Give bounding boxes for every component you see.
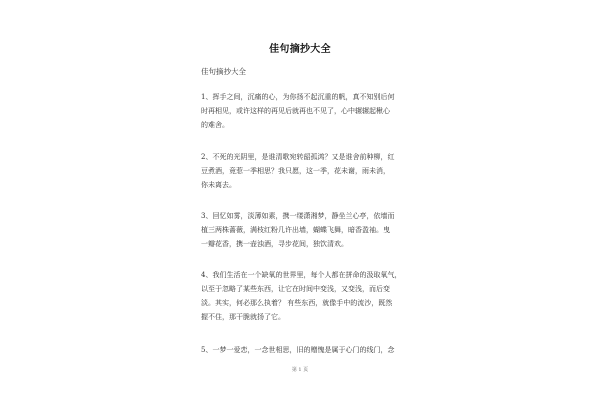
paragraph-line: 淡。其实，何必那么执着？ 有些东西，就像手中的流沙，既然 xyxy=(201,299,393,307)
paragraph-line: 1、挥手之间，沉痛的心，为你扬不起沉重的帆，真不知别后何 xyxy=(201,93,395,101)
page-footer: 第 1 页 xyxy=(291,367,309,373)
paragraph-line: 5、一梦一爱恋，一念世相思，旧的赠愧是属于心门的线门，念 xyxy=(201,346,395,354)
paragraph-2 xyxy=(201,150,409,192)
paragraph-line: 豆煮酒，竟惹一季相思？我只愿，这一季，花未谢，雨未消， xyxy=(201,167,390,175)
paragraph-line: 时再相见，或许这样的再见后就再也不见了，心中辗辗起楸心 xyxy=(201,107,390,115)
paragraph-5 xyxy=(201,343,409,357)
document-title: 佳句摘抄大全 xyxy=(269,44,331,55)
paragraph-4 xyxy=(201,268,409,324)
paragraph-line: 2、不死的光阴里，是谁清歌宛转韶孤鸿？又是谁舍前种柳，红 xyxy=(201,153,395,161)
paragraph-line: 的难舍。 xyxy=(201,121,229,129)
paragraph-line: 4、我们生活在一个缺氧的世界里，每个人都在拼命的汲取氧气， xyxy=(201,271,402,279)
paragraph-1 xyxy=(201,90,409,132)
paragraph-line: 你未离去。 xyxy=(201,181,236,189)
document-subtitle: 佳句摘抄大全 xyxy=(201,67,246,76)
paragraph-line: 一瓣花香，携一壶浊酒，寻步花间，独饮清欢。 xyxy=(201,240,348,248)
paragraph-3 xyxy=(201,209,409,251)
paragraph-line: 3、回忆如雾，淡薄如素，携一缕潇湘梦，静坐兰心亭，依墙而 xyxy=(201,212,395,220)
paragraph-line: 植三两株蔷薇，满枝红粉几许出墙，蝴蝶飞舞，暗香盈袖。曳 xyxy=(201,226,390,234)
paragraph-line: 以至于忽略了某些东西，让它在时间中变浅，又变浅，而后变 xyxy=(201,285,390,293)
paragraph-line: 握不住，那干脆就扬了它。 xyxy=(201,313,285,321)
